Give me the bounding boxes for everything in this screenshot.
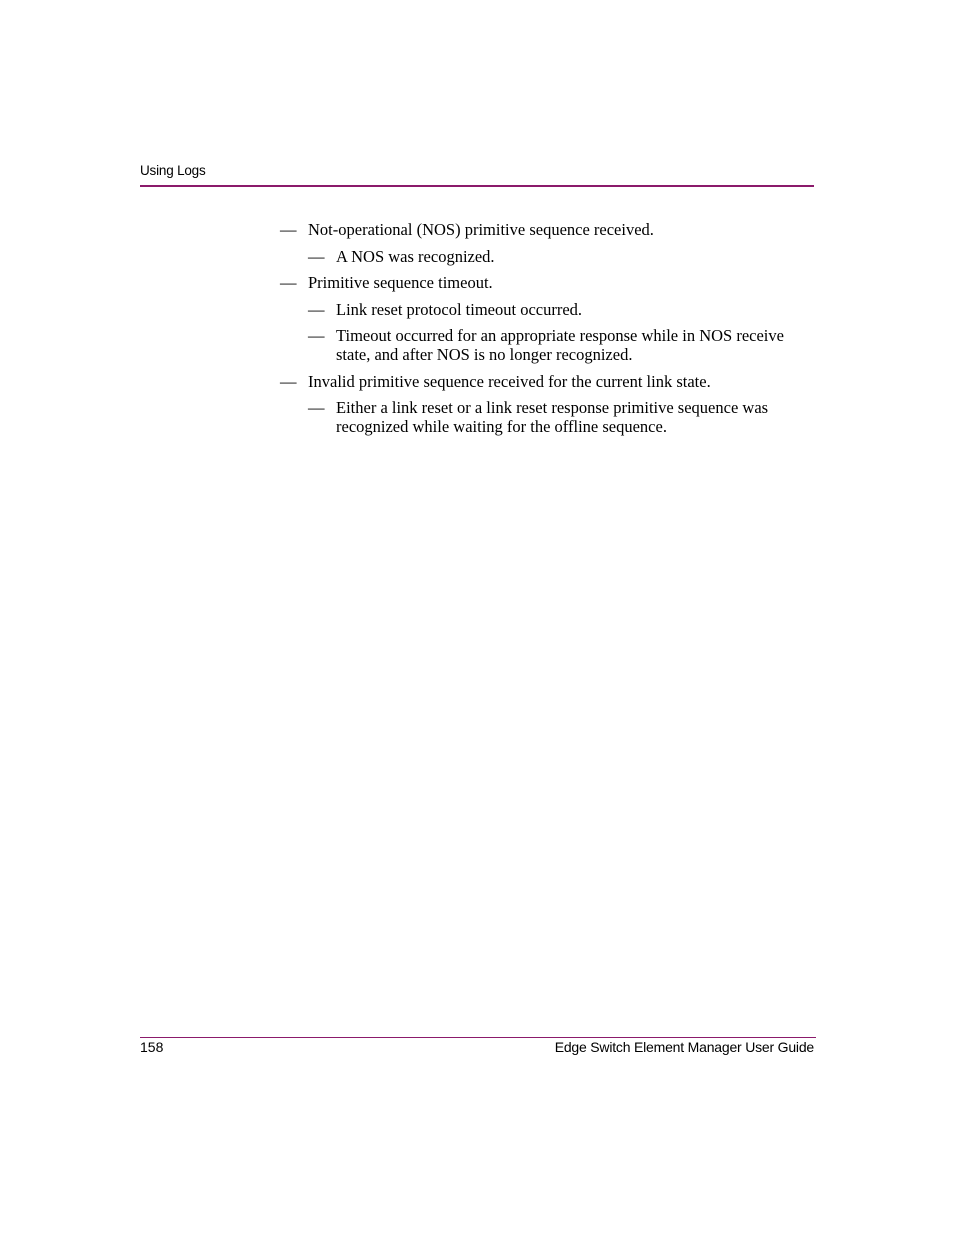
list-item-text: Link reset protocol timeout occurred. [336, 300, 583, 319]
list-item-level1 [280, 372, 828, 391]
running-header: Using Logs [140, 163, 206, 178]
list-item-text: Invalid primitive sequence received for the current link state. [308, 372, 711, 391]
list-item-text: Not-operational (NOS) primitive sequence received. [308, 220, 654, 239]
list-item-text: Primitive sequence timeout. [308, 273, 493, 292]
list-item-text: Timeout occurred for an appropriate response while in NOS receive state, and after NOS is no longer recognized. [336, 326, 784, 364]
list-item-level1 [280, 220, 778, 239]
list-item-level1 [280, 273, 778, 292]
em-dash-bullet: — [280, 273, 297, 292]
page-number: 158 [140, 1039, 164, 1055]
em-dash-bullet: — [308, 247, 325, 266]
document-title: Edge Switch Element Manager User Guide [554, 1039, 814, 1055]
em-dash-bullet: — [280, 372, 297, 391]
em-dash-bullet: — [308, 326, 325, 345]
em-dash-bullet: — [280, 220, 297, 239]
list-item-level2 [308, 247, 806, 266]
list-item-level2 [308, 398, 806, 436]
list-item-level2 [308, 300, 806, 319]
footer-rule [140, 1037, 816, 1038]
list-item-text: A NOS was recognized. [336, 247, 495, 266]
em-dash-bullet: — [308, 398, 325, 417]
list-item-level2 [308, 326, 806, 364]
header-rule [140, 185, 814, 187]
em-dash-bullet: — [308, 300, 325, 319]
list-item-text: Either a link reset or a link reset response primitive sequence was recognized while waiting for the offline sequence. [336, 398, 769, 436]
